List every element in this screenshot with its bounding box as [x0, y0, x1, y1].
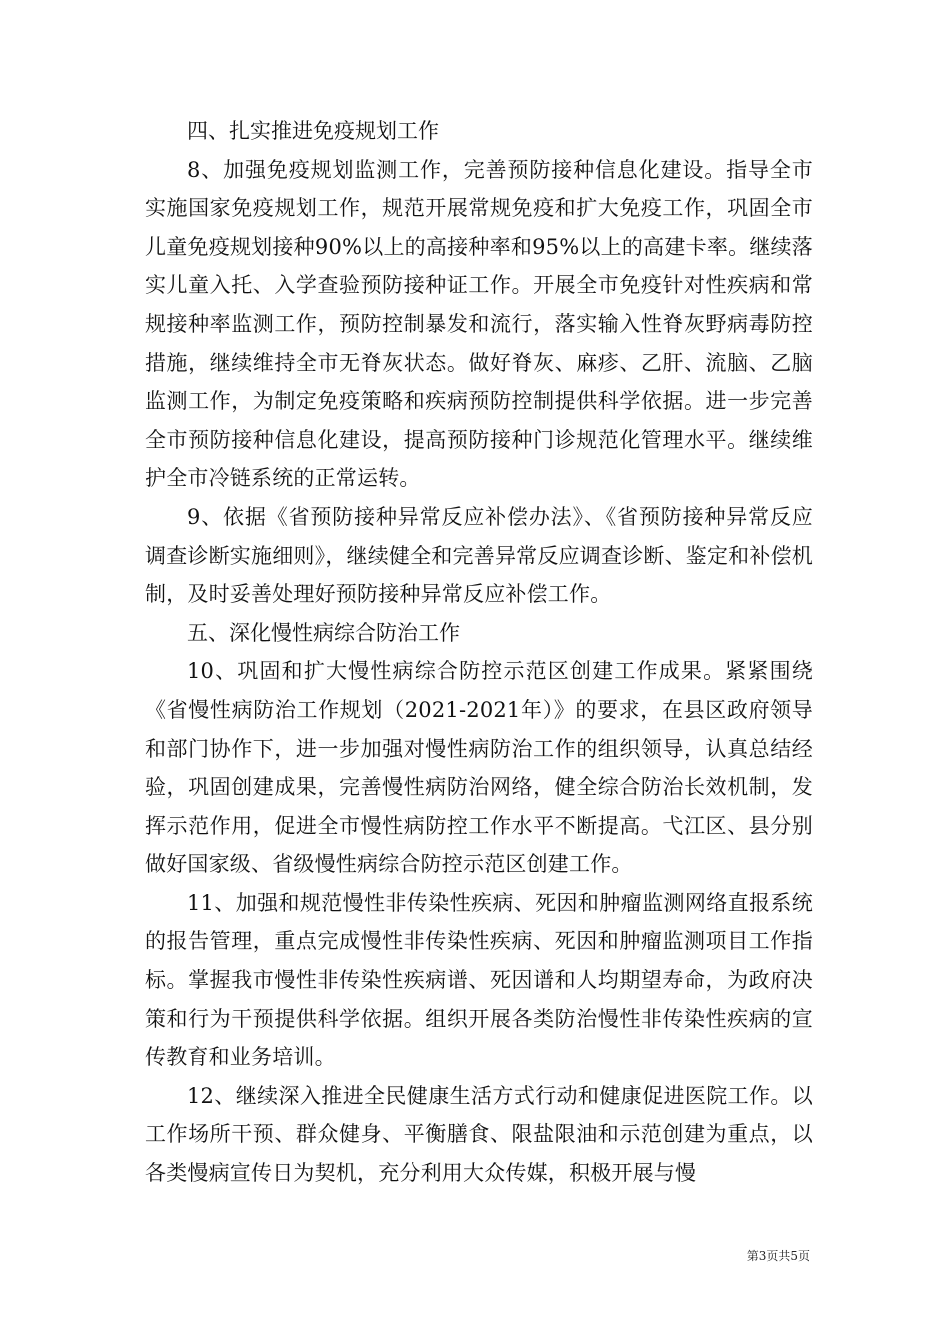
section-heading-chronic-disease: 五、深化慢性病综合防治工作: [187, 620, 460, 645]
paragraph-item-11: 11、加强和规范慢性非传染性疾病、死因和肿瘤监测网络直报系统的报告管理，重点完成慢性非传染性疾病、死因和肿瘤监测项目工作指标。掌握我市慢性非传染性疾病谱、死因谱和人均期望寿命，为政府决策和行为干预提供科学依据。组织开展各类防治慢性非传染性疾病的宣传教育和业务培训。: [145, 890, 813, 1070]
section-heading-immunization: 四、扎实推进免疫规划工作: [187, 119, 439, 143]
page-number: 第3页共5页: [746, 1249, 810, 1263]
paragraph-item-10: 10、巩固和扩大慢性病综合防控示范区创建工作成果。紧紧围绕《省慢性病防治工作规划（2021-2021年）》的要求，在县区政府领导和部门协作下，进一步加强对慢性病防治工作的组织领导，认真总结经验，巩固创建成果，完善慢性病防治网络，健全综合防治长效机制，发挥示范作用，促进全市慢性病防控工作水平不断提高。弋江区、县分别做好国家级、省级慢性病综合防控示范区创建工作。: [145, 659, 813, 877]
paragraph-item-8: 8、加强免疫规划监测工作，完善预防接种信息化建设。指导全市实施国家免疫规划工作，规范开展常规免疫和扩大免疫工作，巩固全市儿童免疫规划接种90%以上的高接种率和95%以上的高建卡率。继续落实儿童入托、入学查验预防接种证工作。开展全市免疫针对性疾病和常规接种率监测工作，预防控制暴发和流行，落实输入性脊灰野病毒防控措施，继续维持全市无脊灰状态。做好脊灰、麻疹、乙肝、流脑、乙脑监测工作，为制定免疫策略和疾病预防控制提供科学依据。进一步完善全市预防接种信息化建设，提高预防接种门诊规范化管理水平。继续维护全市冷链系统的正常运转。: [145, 157, 813, 491]
paragraph-item-9: 9、依据《省预防接种异常反应补偿办法》、《省预防接种异常反应调查诊断实施细则》，继续健全和完善异常反应调查诊断、鉴定和补偿机制，及时妥善处理好预防接种异常反应补偿工作。: [145, 504, 813, 607]
paragraph-item-12: 12、继续深入推进全民健康生活方式行动和健康促进医院工作。以工作场所干预、群众健身、平衡膳食、限盐限油和示范创建为重点，以各类慢病宣传日为契机，充分利用大众传媒，积极开展与慢: [145, 1083, 813, 1186]
document-body: [145, 112, 813, 1193]
